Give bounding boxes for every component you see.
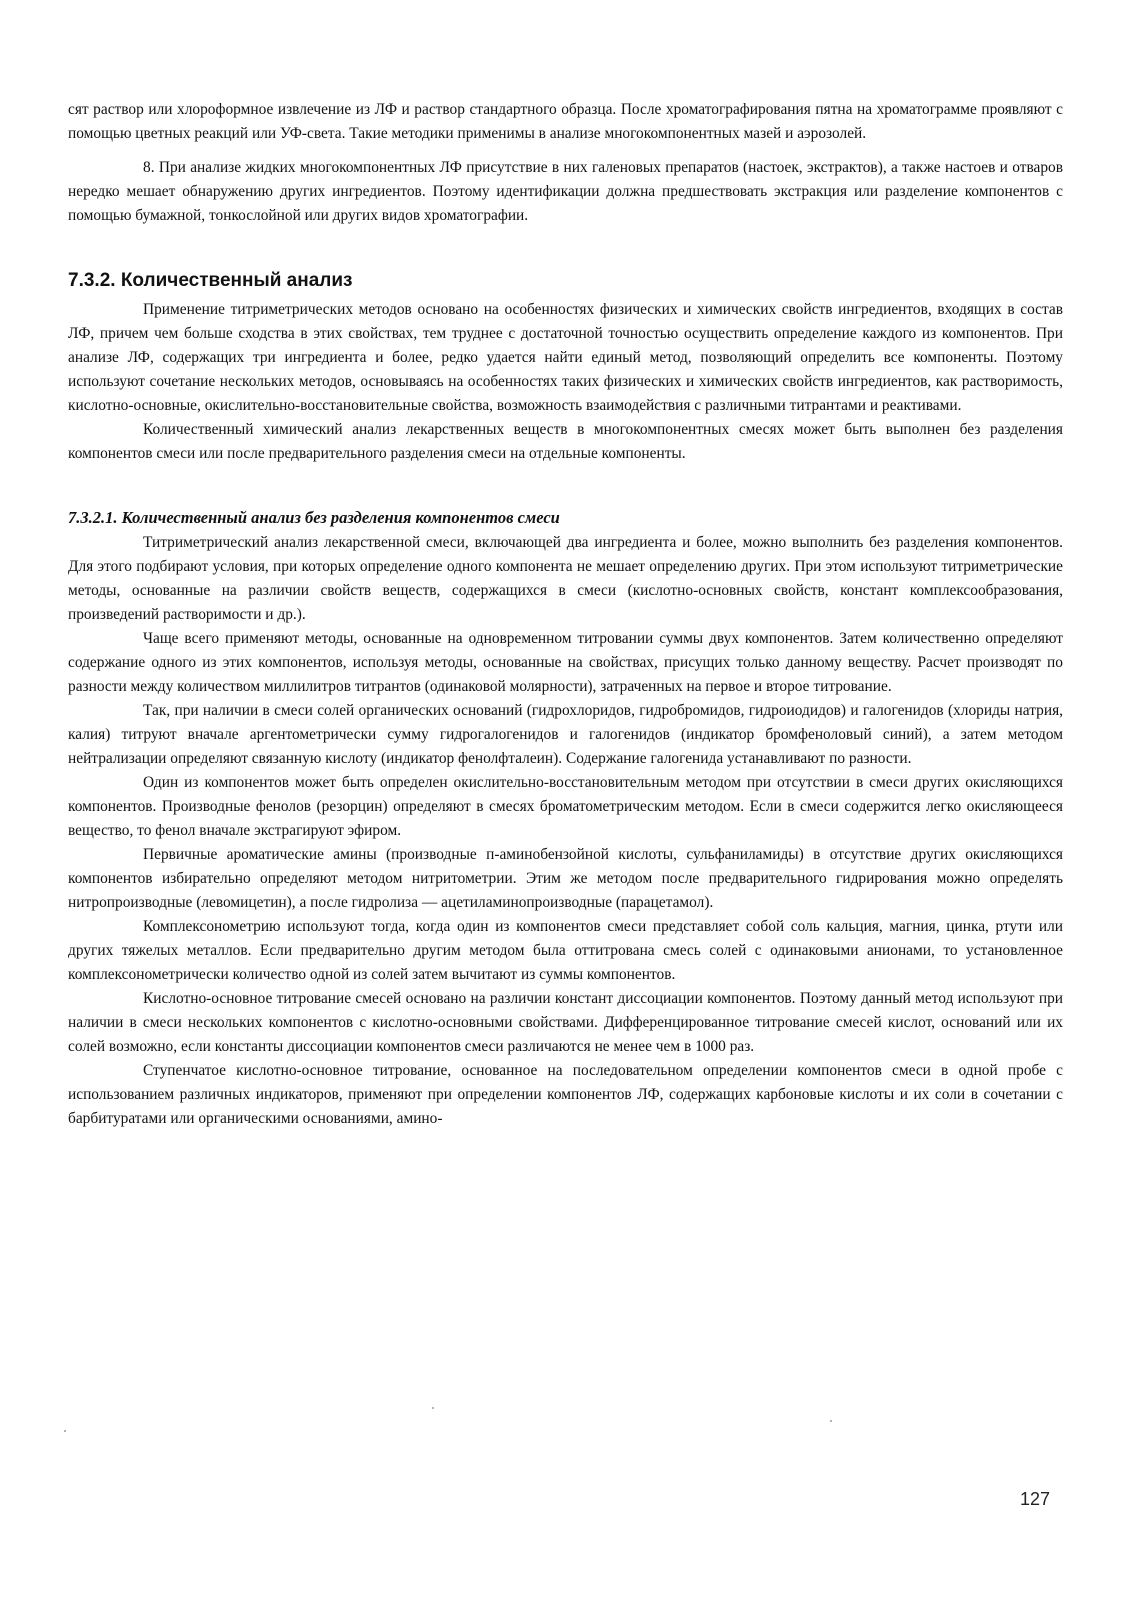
- section-heading: 7.3.2. Количественный анализ: [68, 270, 353, 291]
- paragraph-continued: сят раствор или хлороформное извлечение из ЛФ и раствор стандартного образца. После хроматографирования пятна на хроматограмме проявляют с помощью цветных реакций или УФ-света. Такие методики применимы в анализе многокомпонентных мазей и аэрозолей.: [68, 101, 1063, 142]
- section-paragraph: Применение титриметрических методов основано на особенностях физических и химических свойств ингредиентов, входящих в состав ЛФ, причем чем больше сходства в этих свойствах, тем труднее с достаточной точностью осуществить определение каждого из компонентов. При анализе ЛФ, содержащих три ингредиента и более, редко удается найти единый метод, позволяющий определить все компоненты. Поэтому используют сочетание нескольких методов, основываясь на особенностях таких физических и химических свойств ингредиентов, как растворимость, кислотно-основные, окислительно-восстановительные свойства, возможность взаимодействия с различными титрантами и реактивами.: [68, 301, 1063, 414]
- subsection-paragraph: Один из компонентов может быть определен окислительно-восстановительным методом при отсутствии в смеси других окисляющихся компонентов. Производные фенолов (резорцин) определяют в смесях броматометрическим методом. Если в смеси содержится легко окисляющееся вещество, то фенол вначале экстрагируют эфиром.: [68, 774, 1063, 839]
- section-paragraph: Количественный химический анализ лекарственных веществ в многокомпонентных смесях может быть выполнен без разделения компонентов смеси или после предварительного разделения смеси на отдельные компоненты.: [68, 421, 1063, 462]
- subsection-paragraph: Титриметрический анализ лекарственной смеси, включающей два ингредиента и более, можно выполнить без разделения компонентов. Для этого подбирают условия, при которых определение одного компонента не мешает определению других. При этом используют титриметрические методы, основанные на различии свойств веществ, содержащихся в смеси (кислотно-основных свойств, констант комплексообразования, произведений растворимости и др.).: [68, 534, 1063, 623]
- subsection-paragraph: Ступенчатое кислотно-основное титрование, основанное на последовательном определении компонентов смеси в одной пробе с использованием различных индикаторов, применяют при определении компонентов ЛФ, содержащих карбоновые кислоты и их соли в сочетании с барбитуратами или органическими основаниями, амино-: [68, 1062, 1063, 1127]
- subsection-paragraph: Комплексонометрию используют тогда, когда один из компонентов смеси представляет собой соль кальция, магния, цинка, ртути или других тяжелых металлов. Если предварительно другим методом была оттитрована смесь солей с одинаковыми анионами, то установленное комплексонометрически количество одной из солей затем вычитают из суммы компонентов.: [68, 918, 1063, 983]
- scan-speck: [830, 1420, 832, 1422]
- scan-speck: [432, 1407, 434, 1409]
- page-number: 127: [1020, 1489, 1051, 1509]
- scan-speck: [64, 1430, 66, 1432]
- subsection-paragraph: Первичные ароматические амины (производные п-аминобензойной кислоты, сульфаниламиды) в отсутствие других окисляющихся компонентов избирательно определяют методом нитритометрии. Этим же методом после предварительного гидрирования можно определять нитропроизводные (левомицетин), а после гидролиза — ацетиламинопроизводные (парацетамол).: [68, 846, 1063, 911]
- subsection-paragraph: Чаще всего применяют методы, основанные на одновременном титровании суммы двух компонентов. Затем количественно определяют содержание одного из этих компонентов, используя методы, основанные на свойствах, присущих только данному веществу. Расчет производят по разности между количеством миллилитров титрантов (одинаковой молярности), затраченных на первое и второе титрование.: [68, 630, 1063, 695]
- subsection-heading: 7.3.2.1. Количественный анализ без разделения компонентов смеси: [68, 508, 560, 527]
- subsection-paragraph: Так, при наличии в смеси солей органических оснований (гидрохлоридов, гидробромидов, гидроиодидов) и галогенидов (хлориды натрия, калия) титруют вначале аргентометрически сумму гидрогалогенидов и галогенидов (индикатор бромфеноловый синий), а затем методом нейтрализации определяют связанную кислоту (индикатор фенолфталеин). Содержание галогенида устанавливают по разности.: [68, 702, 1063, 767]
- page-content: [68, 98, 1063, 1131]
- paragraph-item-8: 8. При анализе жидких многокомпонентных ЛФ присутствие в них галеновых препаратов (настоек, экстрактов), а также настоев и отваров нередко мешает обнаружению других ингредиентов. Поэтому идентификации должна предшествовать экстракция или разделение компонентов с помощью бумажной, тонкослойной или других видов хроматографии.: [68, 159, 1063, 224]
- subsection-paragraph: Кислотно-основное титрование смесей основано на различии констант диссоциации компонентов. Поэтому данный метод используют при наличии в смеси нескольких компонентов с кислотно-основными свойствами. Дифференцированное титрование смесей кислот, оснований или их солей возможно, если константы диссоциации компонентов смеси различаются не менее чем в 1000 раз.: [68, 990, 1063, 1055]
